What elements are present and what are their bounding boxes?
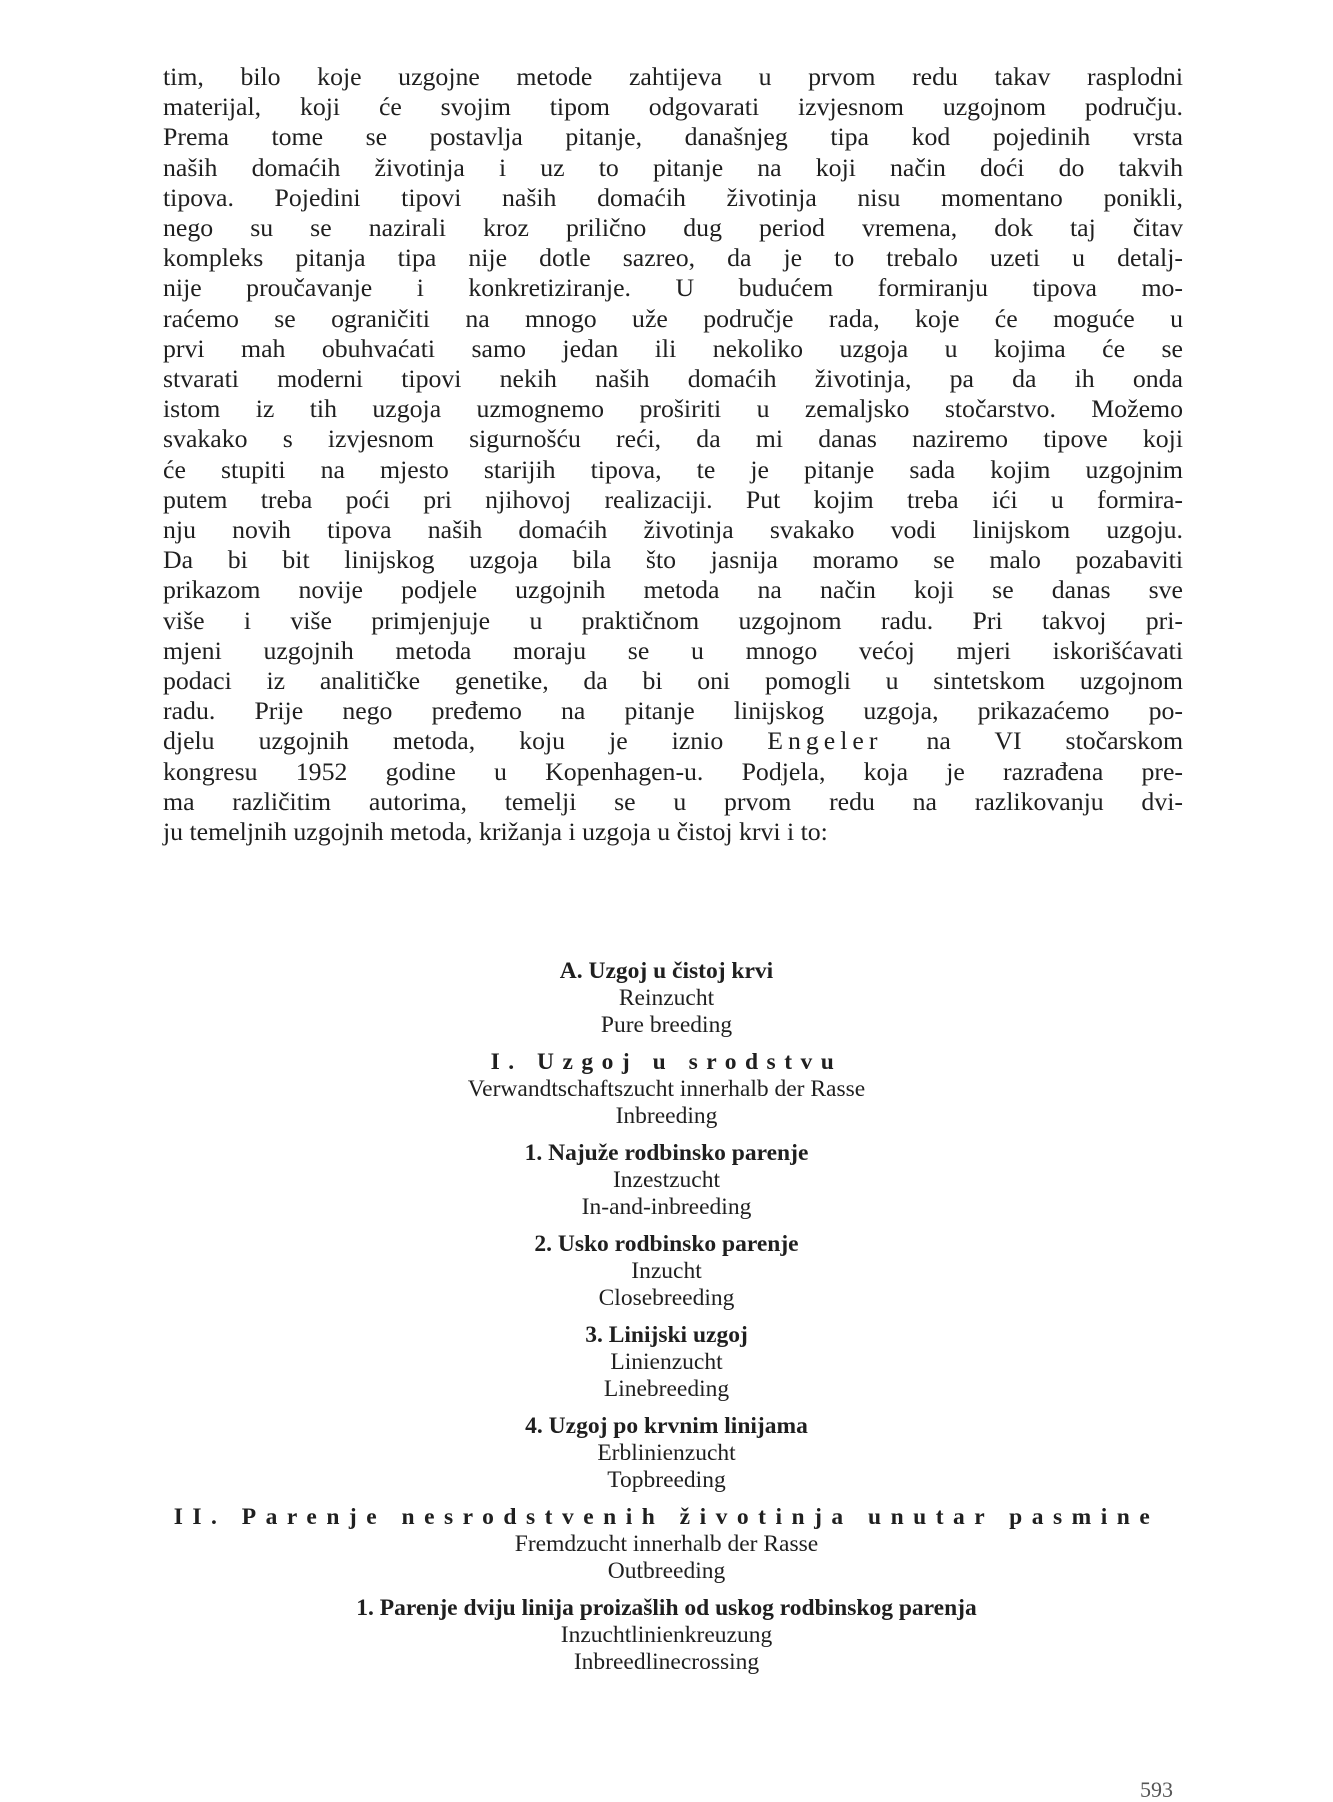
text-line: mjeni uzgojnih metoda moraju se u mnogo većoj mjeri iskorišćavati: [163, 635, 1183, 665]
text-line: prikazom novije podjele uzgojnih metoda na način koji se danas sve: [163, 575, 1183, 605]
text-line: putem treba poći pri njihovoj realizaciji. Put kojim treba ići u formira-: [163, 484, 1183, 514]
class-heading: 3. Linijski uzgoj: [585, 1322, 748, 1348]
text-line: materijal, koji će svojim tipom odgovarati izvjesnom uzgojnom području.: [163, 92, 1183, 122]
text-line: tim, bilo koje uzgojne metode zahtijeva u prvom redu takav rasplodni: [163, 62, 1183, 91]
german-term: Inzuchtlinienkreuzung: [560, 1622, 773, 1648]
text-line: [163, 726, 1183, 756]
text-line: će stupiti na mjesto starijih tipova, te je pitanje sada kojim uzgojnim: [163, 454, 1183, 484]
text-line: podaci iz analitičke genetike, da bi oni pomogli u sintetskom uzgojnom: [163, 666, 1183, 696]
english-term: Outbreeding: [607, 1558, 726, 1584]
text-line: kompleks pitanja tipa nije dotle sazreo, da je to trebalo uzeti u detalj-: [163, 243, 1183, 273]
class-heading: I. Uzgoj u srodstvu: [490, 1049, 843, 1075]
class-heading: 1. Najuže rodbinsko parenje: [524, 1140, 809, 1166]
english-term: Pure breeding: [600, 1012, 733, 1038]
class-I-3: [0, 1322, 1333, 1403]
class-heading: 4. Uzgoj po krvnim linijama: [525, 1413, 808, 1439]
text-line: kongresu 1952 godine u Kopenhagen-u. Podjela, koja je razrađena pre-: [163, 756, 1183, 786]
body-paragraph: [163, 62, 1183, 847]
text-line: nego su se nazirali kroz prilično dug period vremena, dok taj čitav: [163, 213, 1183, 243]
german-term: Reinzucht: [618, 985, 715, 1011]
text-line: istom iz tih uzgoja uzmognemo proširiti u zemaljsko stočarstvo. Možemo: [163, 394, 1183, 424]
text-line: nije proučavanje i konkretiziranje. U budućem formiranju tipova mo-: [163, 273, 1183, 303]
text-line: prvi mah obuhvaćati samo jedan ili nekoliko uzgoja u kojima će se: [163, 333, 1183, 363]
english-term: In-and-inbreeding: [581, 1194, 752, 1220]
page-number: 593: [1140, 1777, 1173, 1802]
german-term: Erblinienzucht: [597, 1440, 736, 1466]
class-A: [0, 958, 1333, 1039]
class-heading: A. Uzgoj u čistoj krvi: [559, 958, 774, 984]
text-line: svakako s izvjesnom sigurnošću reći, da mi danas naziremo tipove koji: [163, 424, 1183, 454]
text-line: ju temeljnih uzgojnih metoda, križanja i uzgoja u čistoj krvi i to:: [163, 817, 828, 847]
class-I-4: [0, 1413, 1333, 1494]
german-term: Fremdzucht innerhalb der Rasse: [514, 1531, 819, 1557]
text-line: naših domaćih životinja i uz to pitanje na koji način doći do takvih: [163, 152, 1183, 182]
text-line: Da bi bit linijskog uzgoja bila što jasnija moramo se malo pozabaviti: [163, 545, 1183, 575]
class-II-1: [0, 1595, 1333, 1676]
text-line: tipova. Pojedini tipovi naših domaćih životinja nisu momentano ponikli,: [163, 182, 1183, 212]
english-term: Topbreeding: [607, 1467, 726, 1493]
english-term: Inbreeding: [615, 1103, 718, 1129]
german-term: Verwandtschaftszucht innerhalb der Rasse: [467, 1076, 866, 1102]
breeding-classification: [0, 958, 1333, 1686]
class-I-1: [0, 1140, 1333, 1221]
class-II: [0, 1504, 1333, 1585]
text-fragment: na VI stočarskom: [926, 726, 1184, 756]
text-fragment: djelu uzgojnih metoda, koju je iznio: [163, 726, 724, 756]
class-heading: 2. Usko rodbinsko parenje: [534, 1231, 799, 1257]
author-name: Engeler: [767, 726, 883, 756]
class-heading: II. Parenje nesrodstvenih životinja unutar pasmine: [173, 1504, 1160, 1530]
class-I: [0, 1049, 1333, 1130]
text-line: Prema tome se postavlja pitanje, današnjeg tipa kod pojedinih vrsta: [163, 122, 1183, 152]
german-term: Inzucht: [631, 1258, 702, 1284]
german-term: Linienzucht: [610, 1349, 723, 1375]
class-I-2: [0, 1231, 1333, 1312]
text-line: radu. Prije nego pređemo na pitanje linijskog uzgoja, prikazaćemo po-: [163, 696, 1183, 726]
text-line: više i više primjenjuje u praktičnom uzgojnom radu. Pri takvoj pri-: [163, 605, 1183, 635]
german-term: Inzestzucht: [612, 1167, 720, 1193]
english-term: Closebreeding: [598, 1285, 735, 1311]
text-line: raćemo se ograničiti na mnogo uže područje rada, koje će moguće u: [163, 303, 1183, 333]
english-term: Linebreeding: [603, 1376, 730, 1402]
text-line: ma različitim autorima, temelji se u prvom redu na razlikovanju dvi-: [163, 786, 1183, 816]
text-line: stvarati moderni tipovi nekih naših domaćih životinja, pa da ih onda: [163, 364, 1183, 394]
class-heading: 1. Parenje dviju linija proizašlih od uskog rodbinskog parenja: [356, 1595, 977, 1621]
text-line: nju novih tipova naših domaćih životinja svakako vodi linijskom uzgoju.: [163, 515, 1183, 545]
english-term: Inbreedlinecrossing: [573, 1649, 760, 1675]
